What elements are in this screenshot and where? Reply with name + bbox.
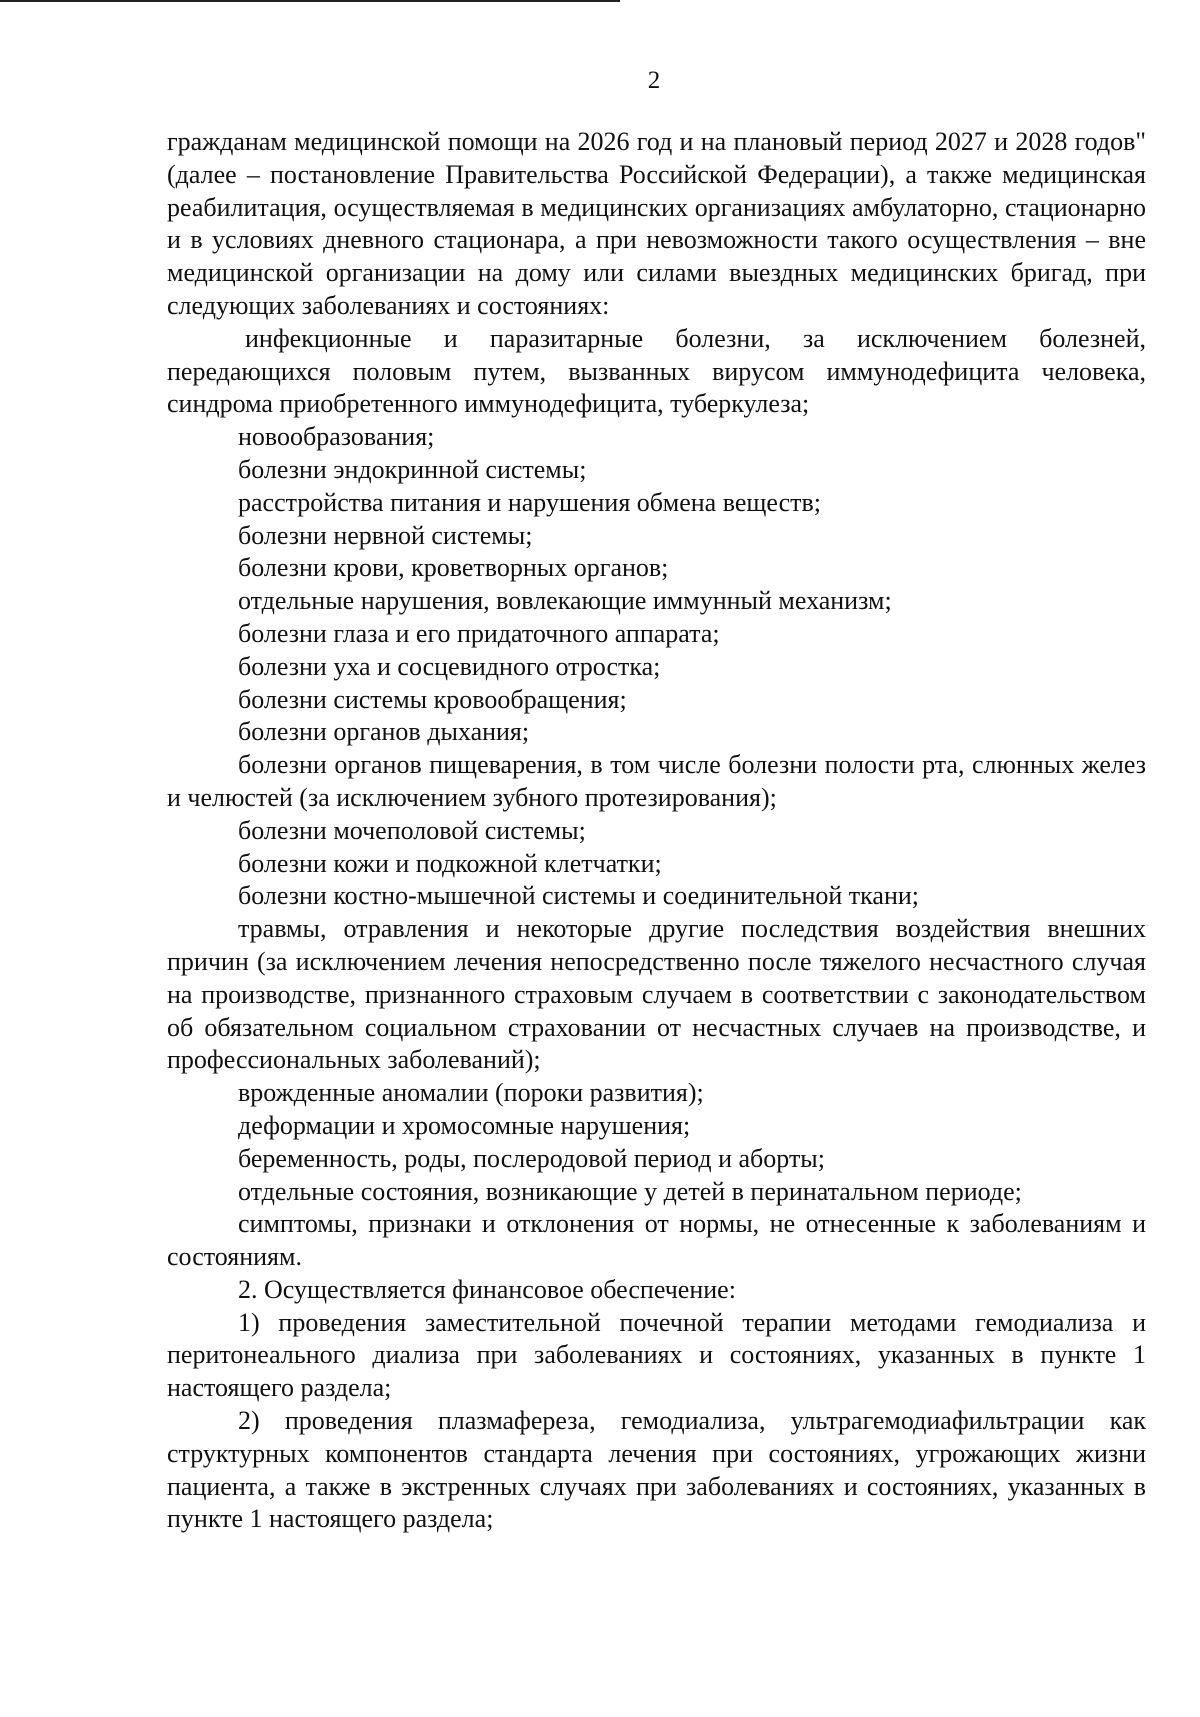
section-2-heading: 2. Осуществляется финансовое обеспечение: [238, 1274, 736, 1304]
list-item-immune: отдельные нарушения, вовлекающие иммунный механизм; [238, 586, 892, 616]
list-item-chromosomal: деформации и хромосомные нарушения; [238, 1110, 691, 1140]
list-item-endocrine: болезни эндокринной системы; [238, 454, 587, 484]
list-item-injuries: травмы, отравления и некоторые другие последствия воздействия внешних причин (за исключением лечения непосредственно после тяжелого несчастного случая на производстве, признанного страховым случаем в соответствии с законодательством об обязательном социальном страховании от несчастных случаев на производстве, и профессиональных заболеваний); [167, 914, 1146, 1075]
document-body [167, 126, 1146, 1536]
paragraph-intro: гражданам медицинской помощи на 2026 год и на плановый период 2027 и 2028 годов" (далее – постановление Правительства Российской Федерации), а также медицинская реабилитация, осуществляемая в медицинских организациях амбулаторно, стационарно и в условиях дневного стационара, а при невозможности такого осуществления – вне медицинской организации на дому или силами выездных медицинских бригад, при следующих заболеваниях и состояниях: [167, 127, 1146, 320]
page-number: 2 [647, 67, 661, 94]
subitem-2-plasmapheresis: 2) проведения плазмафереза, гемодиализа, ультрагемодиафильтрации как структурных компонентов стандарта лечения при состояниях, угрожающих жизни пациента, а также в экстренных случаях при заболеваниях и состояниях, указанных в пункте 1 настоящего раздела; [167, 1406, 1146, 1534]
list-item-pregnancy: беременность, роды, послеродовой период и аборты; [238, 1143, 825, 1173]
list-item-perinatal: отдельные состояния, возникающие у детей в перинатальном периоде; [238, 1176, 1022, 1206]
list-item-blood: болезни крови, кроветворных органов; [238, 553, 669, 583]
list-item-musculoskeletal: болезни костно-мышечной системы и соединительной ткани; [238, 881, 920, 911]
list-item-genitourinary: болезни мочеполовой системы; [238, 815, 586, 845]
list-item-eye: болезни глаза и его придаточного аппарата; [238, 618, 720, 648]
list-item-neoplasms: новообразования; [238, 422, 435, 452]
subitem-1-dialysis: 1) проведения заместительной почечной терапии методами гемодиализа и перитонеального диализа при заболеваниях и состояниях, указанных в пункте 1 настоящего раздела; [167, 1307, 1146, 1403]
list-item-respiratory: болезни органов дыхания; [238, 717, 530, 747]
list-item-congenital: врожденные аномалии (пороки развития); [238, 1078, 704, 1108]
list-item-nervous: болезни нервной системы; [238, 520, 533, 550]
list-item-ear: болезни уха и сосцевидного отростка; [238, 651, 661, 681]
list-item-symptoms: симптомы, признаки и отклонения от нормы, не отнесенные к заболеваниям и состояниям. [167, 1209, 1146, 1272]
list-item-skin: болезни кожи и подкожной клетчатки; [238, 848, 662, 878]
list-item-circulatory: болезни системы кровообращения; [238, 684, 627, 714]
list-item-nutrition: расстройства питания и нарушения обмена веществ; [238, 487, 821, 517]
list-item-digestive: болезни органов пищеварения, в том числе болезни полости рта, слюнных желез и челюстей (за исключением зубного протезирования); [167, 750, 1146, 812]
top-border-line [0, 0, 620, 2]
list-item-infectious: инфекционные и паразитарные болезни, за исключением болезней, передающихся половым путем, вызванных вирусом иммунодефицита человека, синдрома приобретенного иммунодефицита, туберкулеза; [167, 323, 1146, 419]
